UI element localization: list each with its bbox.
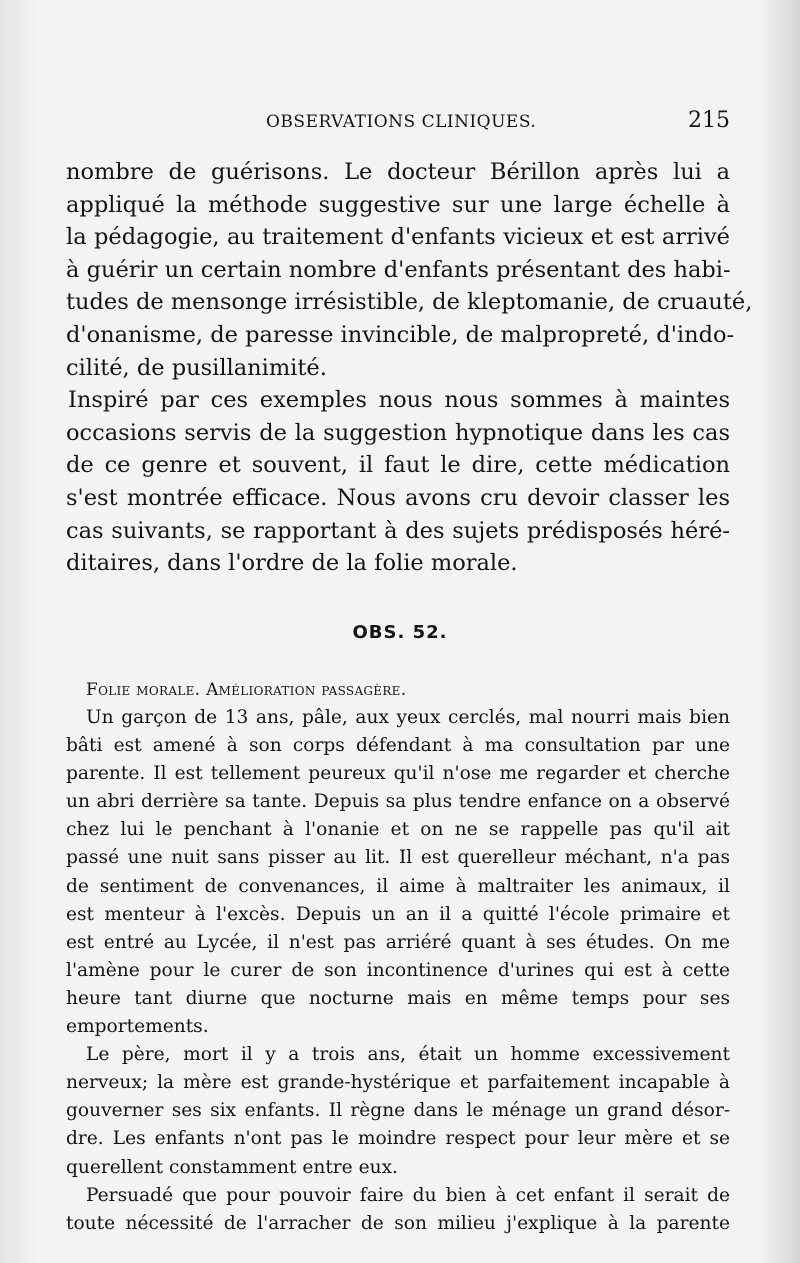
text-line: l'amène pour le curer de son incontinence d'urines qui est à cette [66,959,730,981]
text-line: occasions servis de la suggestion hypnotique dans les cas [66,419,730,446]
text-line: passé une nuit sans pisser au lit. Il est querelleur méchant, n'a pas [66,847,730,869]
text-line: appliqué la méthode suggestive sur une large échelle à [66,191,730,218]
text-line: est entré au Lycée, il n'est pas arriéré quant à ses études. On me [66,931,730,953]
text-line: querellent constamment entre eux. [66,1156,398,1178]
text-line: emportements. [66,1016,209,1038]
body-text-large [66,156,753,580]
text-line: dre. Les enfants n'ont pas le moindre respect pour leur mère et se [66,1128,730,1150]
text-line: chez lui le penchant à l'onanie et on ne se rappelle pas qu'il ait [66,819,730,841]
text-line: de ce genre et souvent, il faut le dire, cette médication [66,452,730,479]
text-line: est menteur à l'excès. Depuis un an il a quitté l'école primaire et [66,903,730,925]
text-line: Le père, mort il y a trois ans, était un homme excessivement [86,1044,730,1066]
text-line: s'est montrée efficace. Nous avons cru devoir classer les [66,484,730,511]
text-line: un abri derrière sa tante. Depuis sa plus tendre enfance on a observé [66,791,730,813]
text-line: la pédagogie, au traitement d'enfants vicieux et est arrivé [66,224,730,251]
text-line: gouverner ses six enfants. Il règne dans le ménage un grand désor- [66,1100,730,1122]
text-line: Persuadé que pour pouvoir faire du bien à cet enfant il serait de [86,1184,730,1206]
text-line: Inspiré par ces exemples nous nous sommes à maintes [68,387,730,414]
text-line: cas suivants, se rapportant à des sujets prédisposés héré- [66,517,730,544]
text-line: ditaires, dans l'ordre de la folie morale. [66,550,518,577]
body-text-small [66,704,730,1238]
text-line: tudes de mensonge irrésistible, de kleptomanie, de cruauté, [66,289,753,316]
running-header [66,108,730,138]
page-number: 215 [688,108,730,133]
text-line: de sentiment de convenances, il aime à maltraiter les animaux, il [66,875,730,897]
observation-heading: OBS. 52. [352,622,448,643]
running-title: OBSERVATIONS CLINIQUES. [266,112,537,132]
text-line: nerveux; la mère est grande-hystérique et parfaitement incapable à [66,1072,730,1094]
text-line: d'onanisme, de paresse invincible, de malpropreté, d'indo- [66,321,735,348]
case-title: Folie morale. Amélioration passagère. [86,680,407,700]
text-line: heure tant diurne que nocturne mais en même temps pour ses [66,987,730,1009]
text-line: bâti est amené à son corps défendant à ma consultation par une [66,735,730,757]
text-line: Un garçon de 13 ans, pâle, aux yeux cerclés, mal nourri mais bien [86,707,730,728]
text-line: toute nécessité de l'arracher de son milieu j'explique à la parente [66,1212,730,1234]
text-line: à guérir un certain nombre d'enfants présentant des habi- [66,256,731,283]
text-line: nombre de guérisons. Le docteur Bérillon après lui a [66,159,730,185]
text-line: parente. Il est tellement peureux qu'il n'ose me regarder et cherche [66,763,730,785]
text-line: cilité, de pusillanimité. [66,354,327,381]
